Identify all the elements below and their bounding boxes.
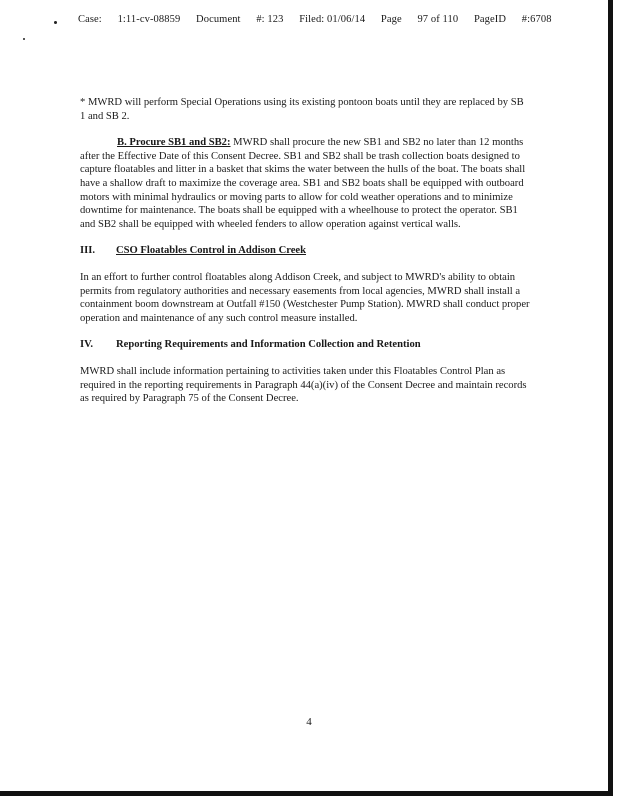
section-4-title: Reporting Requirements and Information Collection and Retention: [116, 339, 421, 351]
document-body: [80, 96, 530, 419]
section-4-heading: [80, 338, 530, 352]
subsection-b-text: MWRD shall procure the new SB1 and SB2 no later than 12 months after the Effective Date of this Consent Decree. SB1 and SB2 shall be trash collection boats designed to capture floatables and litter in a basket that skims the water between the hulls of the boat. The boats shall have a shallow draft to maximize the coverage area. SB1 and SB2 boats shall be equipped with outboard motors with minimal hydraulics or moving parts to allow for cold weather operations and to minimize downtime for maintenance. The boats shall be equipped with a wheelhouse to protect the operator. SB1 and SB2 shall be equipped with wheeled fenders to allow operation against vertical walls.: [80, 137, 526, 230]
section-4-paragraph: MWRD shall include information pertaining to activities taken under this Floatables Control Plan as required in the reporting requirements in Paragraph 44(a)(iv) of the Consent Decree and maintain records as required by Paragraph 75 of the Consent Decree.: [80, 365, 527, 405]
scan-edge-bottom: [0, 791, 613, 796]
header-document-number: #: 123: [256, 14, 284, 25]
subsection-b-heading: B. Procure SB1 and SB2:: [117, 137, 231, 149]
header-case-label: Case:: [78, 14, 102, 25]
page-number: 4: [306, 716, 312, 728]
section-3-number: III.: [80, 245, 96, 257]
footnote-paragraph: * MWRD will perform Special Operations using its existing pontoon boats until they are replaced by SB 1 and SB 2.: [80, 97, 524, 122]
section-4-number: IV.: [80, 339, 94, 351]
section-3-title: CSO Floatables Control in Addison Creek: [116, 245, 307, 257]
header-page-of: 97 of 110: [417, 14, 459, 25]
scan-edge-right: [608, 0, 613, 796]
scan-speck: [54, 21, 57, 24]
subsection-b-paragraph: [80, 136, 530, 231]
header-pageid-number: #:6708: [521, 14, 552, 25]
header-page-label: Page: [380, 14, 402, 25]
header-pageid-label: PageID: [473, 14, 507, 25]
scan-speck: [23, 38, 25, 40]
section-3-paragraph: In an effort to further control floatables along Addison Creek, and subject to MWRD's ability to obtain permits from regulatory authorities and necessary easements from local agencies, MWRD shall install a containment boom downstream at Outfall #150 (Westchester Pump Station). MWRD shall conduct proper operation and maintenance of any such control measure installed.: [80, 271, 530, 324]
header-case-number: 1:11-cv-08859: [117, 14, 181, 25]
header-filed-date: Filed: 01/06/14: [299, 14, 366, 25]
court-filing-header: [78, 14, 565, 25]
section-3-heading: [80, 244, 530, 258]
header-document-label: Document: [196, 14, 241, 25]
